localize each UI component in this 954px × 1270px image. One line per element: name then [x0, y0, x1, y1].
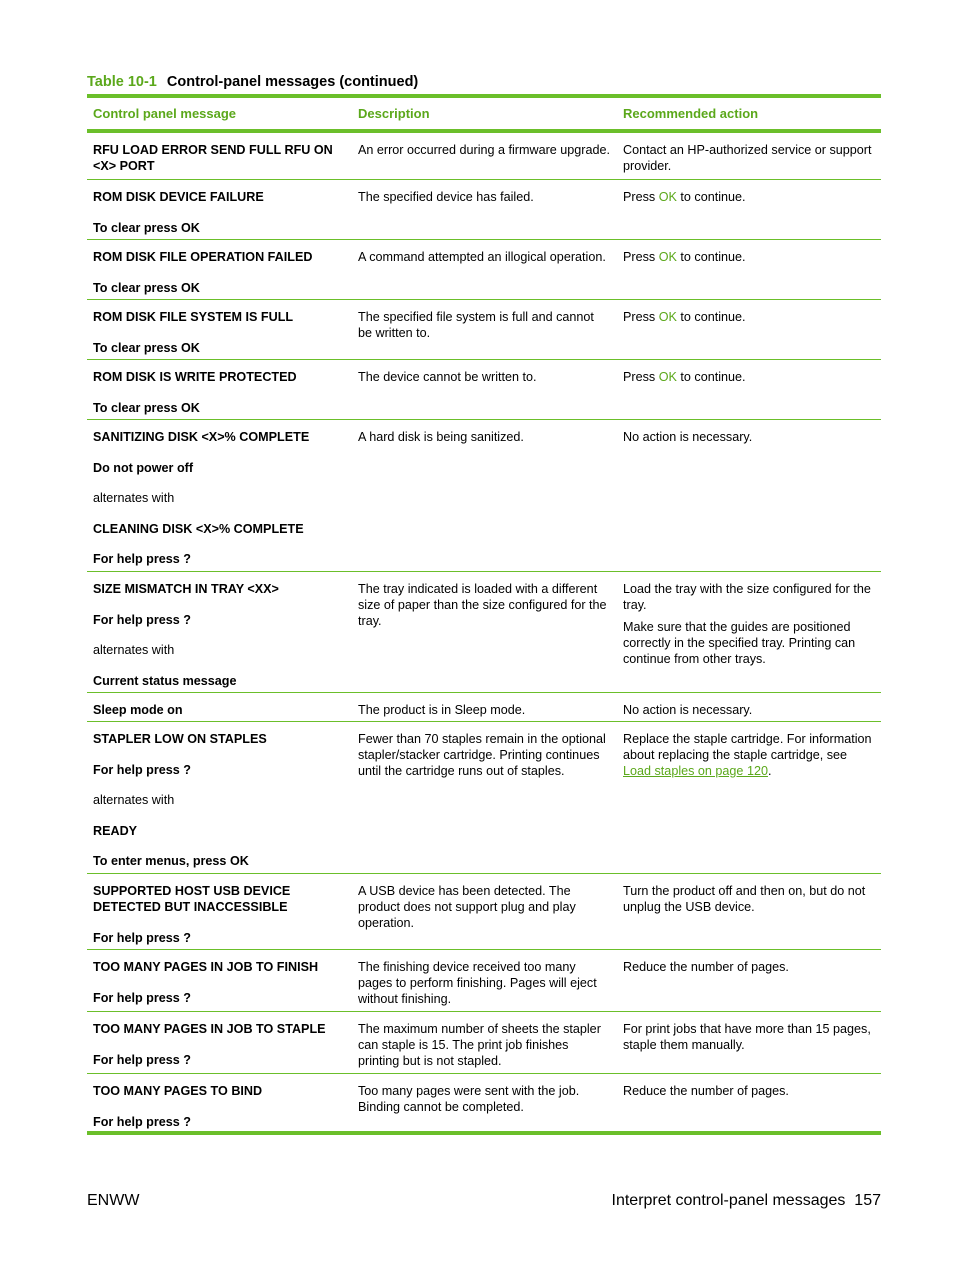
action-paragraph: Reduce the number of pages.	[623, 960, 789, 974]
description-text: The specified file system is full and cannot be written to.	[358, 310, 594, 340]
message-line: Sleep mode on	[93, 703, 183, 717]
table-row	[87, 1074, 881, 1135]
table-row	[87, 300, 881, 360]
action-text: Press	[623, 370, 659, 384]
action-cell	[617, 722, 881, 873]
message-cell	[87, 360, 352, 419]
action-cell	[617, 300, 881, 359]
description-text: Too many pages were sent with the job. Binding cannot be completed.	[358, 1084, 580, 1114]
cross-reference-link[interactable]: Load staples on page 120	[623, 764, 768, 778]
description-cell	[352, 240, 617, 299]
description-cell	[352, 360, 617, 419]
message-line: CLEANING DISK <X>% COMPLETE	[93, 521, 304, 536]
message-line: To clear press OK	[93, 280, 200, 295]
description-text: The maximum number of sheets the stapler can staple is 15. The print job finishes printing but is not stapled.	[358, 1022, 601, 1068]
message-line: TOO MANY PAGES IN JOB TO STAPLE	[93, 1022, 326, 1036]
message-cell	[87, 1074, 352, 1131]
table-row	[87, 572, 881, 693]
action-text: Replace the staple cartridge. For information about replacing the staple cartridge, see	[623, 732, 872, 762]
message-line: RFU LOAD ERROR SEND FULL RFU ON <X> PORT	[93, 143, 333, 173]
action-cell	[617, 360, 881, 419]
message-cell	[87, 693, 352, 721]
message-line: To clear press OK	[93, 220, 200, 235]
description-text: The device cannot be written to.	[358, 370, 537, 384]
message-cell	[87, 240, 352, 299]
table-caption	[87, 74, 418, 90]
action-cell	[617, 1074, 881, 1131]
message-line: To clear press OK	[93, 400, 200, 415]
action-text: to continue.	[676, 250, 746, 264]
description-text: A command attempted an illogical operation.	[358, 250, 606, 264]
action-cell	[617, 240, 881, 299]
action-paragraph: Load the tray with the size configured for the tray.	[623, 582, 871, 612]
action-text: .	[767, 764, 772, 778]
table-row	[87, 874, 881, 950]
action-paragraph	[623, 369, 875, 385]
action-paragraph: Reduce the number of pages.	[623, 1084, 789, 1098]
action-paragraph	[623, 189, 875, 205]
description-text: A hard disk is being sanitized.	[358, 430, 524, 444]
table-row	[87, 180, 881, 240]
footer-right	[612, 1192, 882, 1210]
action-cell	[617, 1012, 881, 1073]
header-control-panel-message: Control panel message	[93, 106, 237, 121]
message-line: For help press ?	[93, 612, 191, 627]
description-text: An error occurred during a firmware upgrade.	[358, 143, 610, 157]
message-line: Do not power off	[93, 460, 194, 475]
action-cell	[617, 180, 881, 239]
message-line: For help press ?	[93, 552, 191, 566]
message-line: TOO MANY PAGES TO BIND	[93, 1084, 263, 1098]
message-line: For help press ?	[93, 1052, 191, 1067]
action-cell	[617, 133, 881, 179]
action-cell	[617, 693, 881, 721]
message-line: For help press ?	[93, 930, 191, 945]
description-cell	[352, 693, 617, 721]
description-cell	[352, 874, 617, 949]
action-paragraph: Contact an HP-authorized service or support provider.	[623, 143, 872, 173]
message-cell	[87, 572, 352, 692]
footer-left: ENWW	[87, 1192, 140, 1209]
message-line: For help press ?	[93, 1114, 191, 1129]
description-text: Fewer than 70 staples remain in the optional stapler/stacker cartridge. Printing continues until the cartridge runs out of staples.	[358, 732, 606, 778]
action-text: Press	[623, 190, 659, 204]
table-row	[87, 693, 881, 722]
action-paragraph: No action is necessary.	[623, 430, 753, 444]
message-line: alternates with	[93, 643, 175, 657]
action-paragraph: Turn the product off and then on, but do not unplug the USB device.	[623, 884, 866, 914]
message-line: ROM DISK FILE OPERATION FAILED	[93, 250, 313, 264]
header-recommended-action: Recommended action	[623, 106, 759, 121]
table-row	[87, 240, 881, 300]
action-text: to continue.	[676, 370, 746, 384]
footer-section-title: Interpret control-panel messages	[611, 1192, 846, 1209]
ok-button-label: OK	[658, 190, 677, 204]
message-line: STAPLER LOW ON STAPLES	[93, 732, 267, 746]
message-line: ROM DISK IS WRITE PROTECTED	[93, 370, 297, 384]
description-cell	[352, 722, 617, 873]
description-text: The tray indicated is loaded with a different size of paper than the size configured for the tray.	[358, 582, 607, 628]
description-cell	[352, 1012, 617, 1073]
action-paragraph	[623, 731, 875, 779]
message-line: TOO MANY PAGES IN JOB TO FINISH	[93, 960, 319, 974]
action-cell	[617, 950, 881, 1011]
message-cell	[87, 133, 352, 179]
header-description: Description	[358, 106, 430, 121]
description-text: A USB device has been detected. The product does not support plug and play operation.	[358, 884, 576, 930]
description-cell	[352, 133, 617, 179]
description-cell	[352, 950, 617, 1011]
table-header	[87, 98, 881, 133]
action-paragraph: No action is necessary.	[623, 703, 753, 717]
description-text: The finishing device received too many pages to perform finishing. Pages will eject without finishing.	[358, 960, 597, 1006]
action-paragraph	[623, 249, 875, 265]
description-cell	[352, 572, 617, 692]
message-line: To enter menus, press OK	[93, 854, 249, 868]
message-line: READY	[93, 823, 138, 838]
table-row	[87, 360, 881, 420]
message-line: Current status message	[93, 673, 237, 688]
table-row	[87, 1012, 881, 1074]
message-cell	[87, 1012, 352, 1073]
message-cell	[87, 950, 352, 1011]
message-cell	[87, 722, 352, 873]
message-line: SUPPORTED HOST USB DEVICE DETECTED BUT INACCESSIBLE	[93, 884, 291, 914]
message-cell	[87, 874, 352, 949]
message-line: SANITIZING DISK <X>% COMPLETE	[93, 430, 310, 444]
action-paragraph: Make sure that the guides are positioned correctly in the specified tray. Printing can continue from other trays.	[623, 620, 856, 666]
page-number: 157	[854, 1192, 881, 1209]
action-paragraph	[623, 309, 875, 325]
description-text: The specified device has failed.	[358, 190, 534, 204]
table-row	[87, 420, 881, 572]
ok-button-label: OK	[658, 370, 677, 384]
action-cell	[617, 420, 881, 571]
action-text: to continue.	[676, 310, 746, 324]
action-text: Press	[623, 310, 659, 324]
message-line: To clear press OK	[93, 340, 200, 355]
action-paragraph: For print jobs that have more than 15 pages, staple them manually.	[623, 1022, 871, 1052]
message-cell	[87, 300, 352, 359]
message-line: alternates with	[93, 793, 175, 807]
ok-button-label: OK	[658, 310, 677, 324]
message-line: alternates with	[93, 491, 175, 505]
message-cell	[87, 180, 352, 239]
table-row	[87, 950, 881, 1012]
description-cell	[352, 180, 617, 239]
message-line: ROM DISK DEVICE FAILURE	[93, 190, 264, 204]
description-text: The product is in Sleep mode.	[358, 703, 526, 717]
table-title: Control-panel messages (continued)	[166, 74, 419, 90]
description-cell	[352, 420, 617, 571]
message-line: For help press ?	[93, 990, 191, 1005]
table-body	[87, 133, 881, 1135]
control-panel-messages-table	[87, 94, 881, 1135]
message-line: ROM DISK FILE SYSTEM IS FULL	[93, 310, 294, 324]
action-text: Press	[623, 250, 659, 264]
table-number: Table 10-1	[87, 74, 157, 90]
description-cell	[352, 300, 617, 359]
table-row	[87, 133, 881, 180]
message-line: SIZE MISMATCH IN TRAY <XX>	[93, 582, 279, 596]
description-cell	[352, 1074, 617, 1131]
action-cell	[617, 572, 881, 692]
message-line: For help press ?	[93, 762, 191, 777]
action-cell	[617, 874, 881, 949]
ok-button-label: OK	[658, 250, 677, 264]
table-row	[87, 722, 881, 874]
action-text: to continue.	[676, 190, 746, 204]
message-cell	[87, 420, 352, 571]
